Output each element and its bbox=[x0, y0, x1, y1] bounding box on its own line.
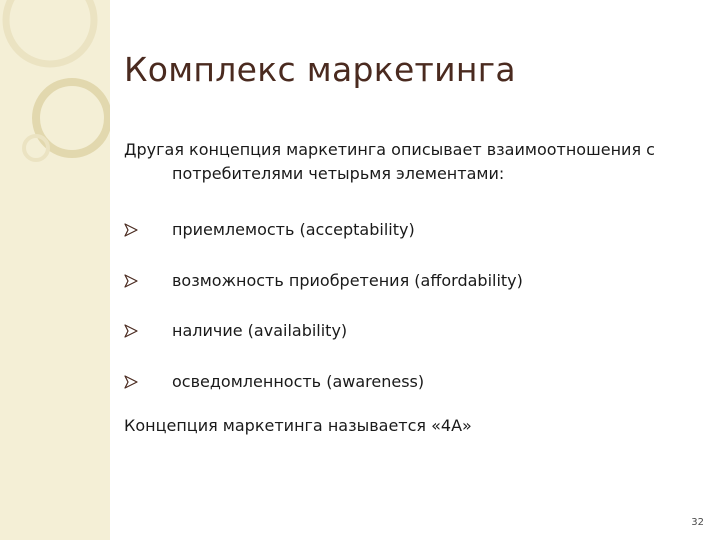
arrow-bullet-icon bbox=[124, 223, 138, 237]
arrow-bullet-icon bbox=[124, 274, 138, 288]
arrow-bullet-icon bbox=[124, 375, 138, 389]
bullet-text: приемлемость (acceptability) bbox=[172, 220, 415, 239]
bullet-text: возможность приобретения (affordability) bbox=[172, 270, 523, 290]
intro-line-1: Другая концепция маркетинга описывает взаимоотношения с bbox=[124, 140, 655, 159]
ring-small bbox=[24, 136, 48, 160]
arrow-bullet-icon bbox=[124, 324, 138, 338]
intro-line-2: потребителями четырьмя элементами: bbox=[172, 164, 505, 183]
decorative-rings bbox=[0, 0, 110, 540]
slide-title: Комплекс маркетинга bbox=[124, 50, 516, 89]
summary-text: Концепция маркетинга называется «4А» bbox=[124, 416, 472, 435]
page-number: 32 bbox=[691, 517, 704, 528]
intro-paragraph bbox=[124, 138, 694, 186]
bullet-text: наличие (availability) bbox=[172, 321, 348, 340]
ring-large bbox=[6, 0, 94, 64]
bullet-text: осведомленность (awareness) bbox=[172, 371, 425, 391]
